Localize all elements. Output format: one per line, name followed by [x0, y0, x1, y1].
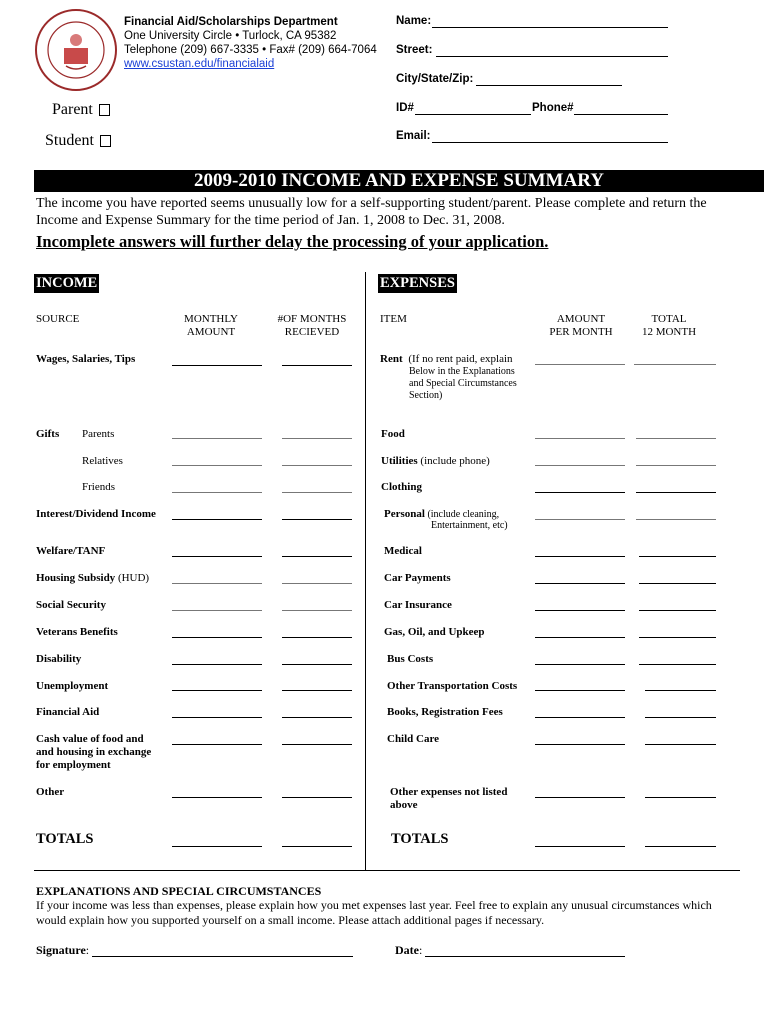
col-amount: AMOUNT PER MONTH	[549, 313, 613, 338]
child-care-label: Child Care	[387, 733, 440, 745]
student-label: Student	[45, 132, 94, 149]
interest-months-field[interactable]	[282, 519, 352, 520]
id-field[interactable]	[415, 102, 531, 115]
bus-amount-field[interactable]	[535, 664, 625, 665]
expenses-heading: EXPENSES	[380, 275, 455, 291]
other-income-label: Other	[36, 786, 65, 798]
medical-total-field[interactable]	[639, 556, 716, 557]
col-total: TOTAL 12 MONTH	[641, 313, 697, 338]
intro-text: The income you have reported seems unusually low for a self-supporting student/parent. Please complete and return the Income and Expense Summary for the time period of Jan. 1, 2008 to Dec. 31, 2008.	[36, 196, 707, 228]
gas-label: Gas, Oil, and Upkeep	[384, 626, 485, 638]
gifts-friends-label: Friends	[82, 481, 115, 493]
column-divider	[365, 272, 366, 870]
personal-amount-field[interactable]	[535, 519, 625, 520]
website-link[interactable]: www.csustan.edu/financialaid	[124, 58, 275, 70]
veterans-months-field[interactable]	[282, 637, 352, 638]
gas-total-field[interactable]	[639, 637, 716, 638]
other-income-months-field[interactable]	[282, 797, 352, 798]
utilities-amount-field[interactable]	[535, 465, 625, 466]
rent-total-field[interactable]	[634, 364, 716, 365]
child-care-amount-field[interactable]	[535, 744, 625, 745]
gifts-friends-monthly-field[interactable]	[172, 492, 262, 493]
welfare-label: Welfare/TANF	[36, 545, 106, 557]
expense-totals-amount-field[interactable]	[535, 846, 625, 847]
rent-note-2: Below in the Explanations and Special Circumstances Section)	[409, 366, 517, 401]
disability-monthly-field[interactable]	[172, 664, 262, 665]
gas-amount-field[interactable]	[535, 637, 625, 638]
other-expenses-total-field[interactable]	[645, 797, 716, 798]
housing-label-plain: (HUD)	[115, 572, 150, 584]
social-label: Social Security	[36, 599, 106, 611]
food-label: Food	[381, 428, 405, 440]
address: One University Circle • Turlock, CA 95382	[124, 30, 337, 42]
signature-row: Signature:	[36, 943, 90, 957]
department-name: Financial Aid/Scholarships Department	[124, 16, 338, 28]
unemployment-monthly-field[interactable]	[172, 690, 262, 691]
phone-label: Phone#	[532, 102, 574, 114]
other-expenses-amount-field[interactable]	[535, 797, 625, 798]
col-months: #OF MONTHS RECIEVED	[277, 313, 347, 338]
housing-monthly-field[interactable]	[172, 583, 262, 584]
parent-checkbox[interactable]	[99, 104, 110, 116]
form-title: 2009-2010 INCOME AND EXPENSE SUMMARY	[194, 170, 604, 191]
car-insurance-amount-field[interactable]	[535, 610, 625, 611]
name-label: Name:	[396, 15, 432, 27]
veterans-label: Veterans Benefits	[36, 626, 118, 638]
wages-months-field[interactable]	[282, 365, 352, 366]
interest-monthly-field[interactable]	[172, 519, 262, 520]
personal-total-field[interactable]	[636, 519, 716, 520]
gifts-label: Gifts	[36, 428, 60, 440]
gifts-parents-label: Parents	[82, 428, 115, 440]
other-income-monthly-field[interactable]	[172, 797, 262, 798]
disability-label: Disability	[36, 653, 82, 665]
personal-note-2: Entertainment, etc)	[431, 520, 508, 531]
gifts-relatives-months-field[interactable]	[282, 465, 352, 466]
gifts-relatives-monthly-field[interactable]	[172, 465, 262, 466]
other-expenses-label: Other expenses not listed above	[390, 786, 508, 811]
other-transport-label: Other Transportation Costs	[387, 680, 518, 692]
utilities-label	[381, 455, 490, 468]
col-source: SOURCE	[36, 313, 80, 325]
utilities-total-field[interactable]	[636, 465, 716, 466]
welfare-months-field[interactable]	[282, 556, 352, 557]
expense-totals-total-field[interactable]	[645, 846, 716, 847]
books-label: Books, Registration Fees	[387, 706, 503, 718]
social-months-field[interactable]	[282, 610, 352, 611]
name-field[interactable]	[432, 15, 668, 28]
student-checkbox[interactable]	[100, 135, 111, 147]
gifts-relatives-label: Relatives	[82, 455, 123, 467]
other-transport-amount-field[interactable]	[535, 690, 625, 691]
utilities-label-bold: Utilities	[381, 455, 418, 467]
parent-option[interactable]	[52, 101, 110, 119]
disability-months-field[interactable]	[282, 664, 352, 665]
date-label: Date	[395, 943, 419, 957]
books-amount-field[interactable]	[535, 717, 625, 718]
email-field[interactable]	[432, 130, 668, 143]
unemployment-label: Unemployment	[36, 680, 109, 692]
income-totals-label: TOTALS	[36, 831, 94, 847]
welfare-monthly-field[interactable]	[172, 556, 262, 557]
parent-label: Parent	[52, 101, 93, 118]
other-transport-total-field[interactable]	[645, 690, 716, 691]
unemployment-months-field[interactable]	[282, 690, 352, 691]
id-label: ID#	[396, 102, 414, 114]
clothing-total-field[interactable]	[636, 492, 716, 493]
col-item: ITEM	[380, 313, 407, 325]
wages-monthly-field[interactable]	[172, 365, 262, 366]
car-payments-label: Car Payments	[384, 572, 451, 584]
medical-label: Medical	[384, 545, 422, 557]
rent-label	[380, 353, 513, 366]
food-total-field[interactable]	[636, 438, 716, 439]
food-amount-field[interactable]	[535, 438, 625, 439]
medical-amount-field[interactable]	[535, 556, 625, 557]
personal-label-bold: Personal	[384, 508, 425, 520]
financial-aid-months-field[interactable]	[282, 717, 352, 718]
email-label: Email:	[396, 130, 431, 142]
clothing-amount-field[interactable]	[535, 492, 625, 493]
cash-value-label: Cash value of food and and housing in exchange for employment	[36, 733, 152, 771]
university-seal	[34, 8, 118, 92]
gifts-friends-months-field[interactable]	[282, 492, 352, 493]
housing-label-bold: Housing Subsidy	[36, 572, 116, 584]
street-label: Street:	[396, 44, 433, 56]
section-divider	[34, 870, 740, 871]
clothing-label: Clothing	[381, 481, 422, 493]
social-monthly-field[interactable]	[172, 610, 262, 611]
student-option[interactable]	[45, 132, 111, 150]
phone-field[interactable]	[574, 102, 668, 115]
housing-label	[36, 572, 149, 585]
explanations-heading: EXPLANATIONS AND SPECIAL CIRCUMSTANCES	[36, 884, 322, 898]
utilities-label-plain: (include phone)	[417, 455, 490, 467]
gifts-parents-months-field[interactable]	[282, 438, 352, 439]
books-total-field[interactable]	[645, 717, 716, 718]
income-totals-months-field[interactable]	[282, 846, 352, 847]
date-row: Date:	[395, 943, 423, 957]
rent-amount-field[interactable]	[535, 364, 625, 365]
cash-value-months-field[interactable]	[282, 744, 352, 745]
child-care-total-field[interactable]	[645, 744, 716, 745]
cash-value-monthly-field[interactable]	[172, 744, 262, 745]
car-insurance-total-field[interactable]	[639, 610, 716, 611]
bus-label: Bus Costs	[387, 653, 434, 665]
col-monthly: MONTHLY AMOUNT	[184, 313, 238, 338]
date-field[interactable]	[425, 956, 625, 957]
car-payments-amount-field[interactable]	[535, 583, 625, 584]
signature-label: Signature	[36, 943, 86, 957]
street-field[interactable]	[436, 44, 668, 57]
car-payments-total-field[interactable]	[639, 583, 716, 584]
interest-label: Interest/Dividend Income	[36, 508, 156, 520]
gifts-parents-monthly-field[interactable]	[172, 438, 262, 439]
bus-total-field[interactable]	[639, 664, 716, 665]
housing-months-field[interactable]	[282, 583, 352, 584]
phone-fax: Telephone (209) 667-3335 • Fax# (209) 664-7064	[124, 44, 377, 56]
signature-field[interactable]	[92, 956, 353, 957]
city-label: City/State/Zip:	[396, 73, 474, 85]
expense-totals-label: TOTALS	[391, 831, 449, 847]
car-insurance-label: Car Insurance	[384, 599, 452, 611]
warning-text: Incomplete answers will further delay the processing of your application.	[36, 232, 549, 251]
rent-label-bold: Rent	[380, 353, 403, 365]
veterans-monthly-field[interactable]	[172, 637, 262, 638]
financial-aid-monthly-field[interactable]	[172, 717, 262, 718]
income-heading: INCOME	[36, 275, 98, 291]
rent-note-1: (If no rent paid, explain	[408, 353, 513, 365]
financial-aid-label: Financial Aid	[36, 706, 100, 718]
wages-label: Wages, Salaries, Tips	[36, 353, 136, 365]
city-field[interactable]	[476, 73, 622, 86]
explanations-text: If your income was less than expenses, please explain how you met expenses last year. Feel free to explain any unusual circumstances which would explain how you supported yourself on a small income. Please attach additional pages if necessary.	[36, 898, 712, 927]
personal-note-1: (include cleaning,	[424, 509, 500, 520]
income-totals-monthly-field[interactable]	[172, 846, 262, 847]
